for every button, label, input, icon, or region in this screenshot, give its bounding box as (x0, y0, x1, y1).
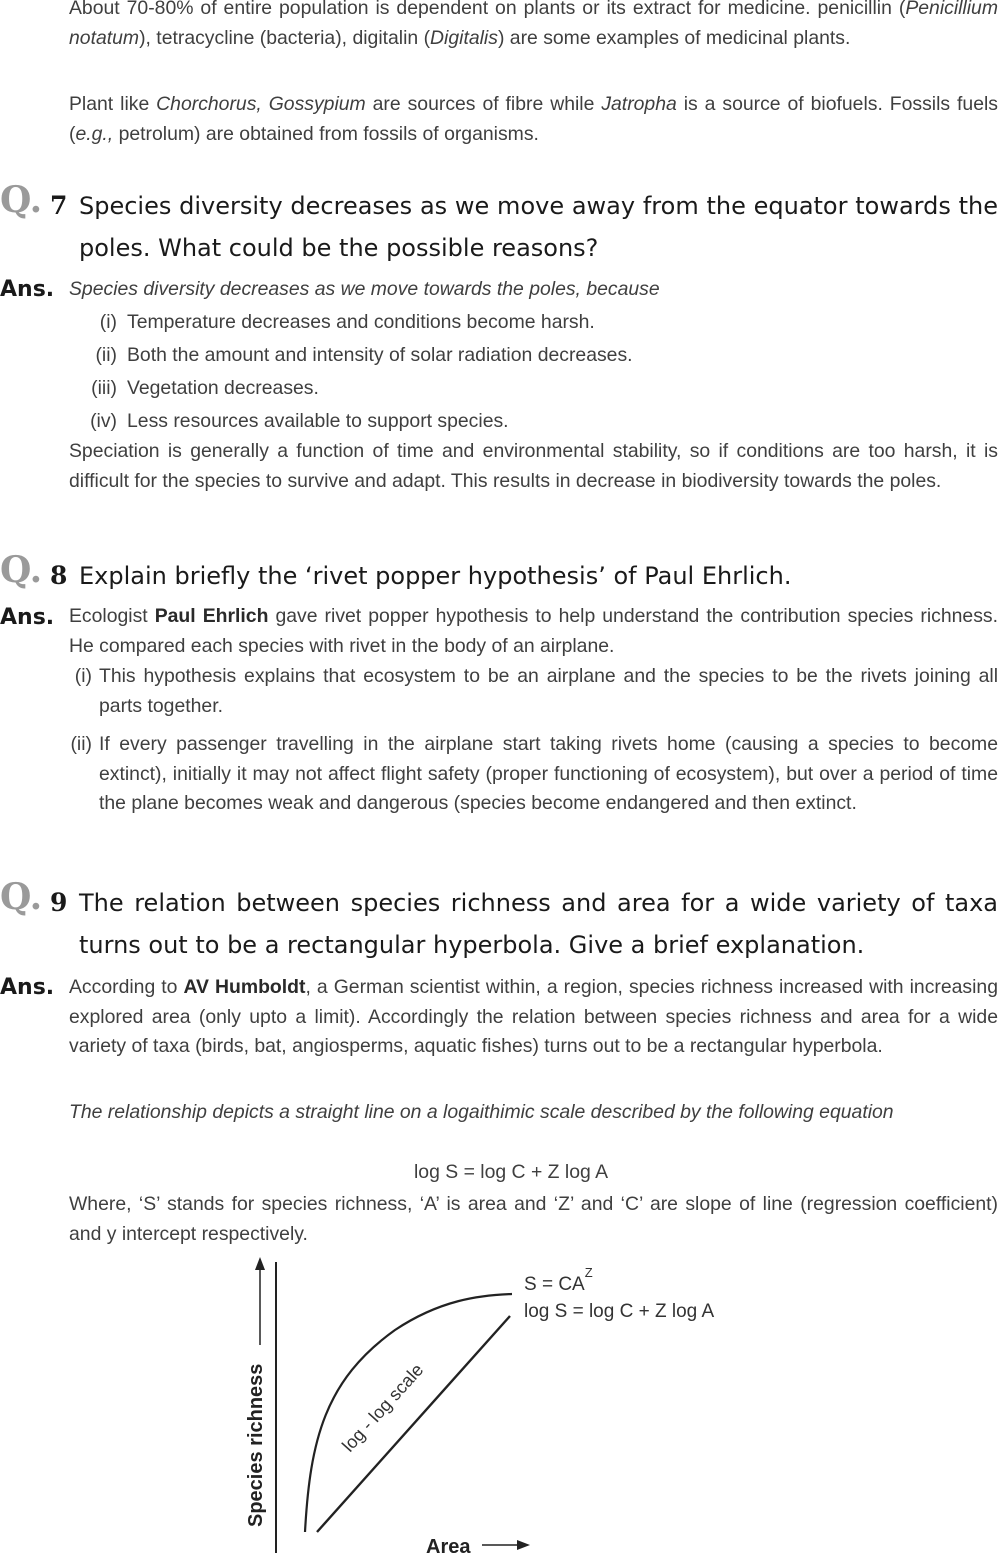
y-axis-arrow-icon (255, 1257, 265, 1270)
line-equation-label: log S = log C + Z log A (524, 1301, 715, 1322)
intro-paragraph-medicine: About 70-80% of entire population is dependent on plants or its extract for medicine. penicillin (Penicillium notatum), tetracycline (bacteria), digitalin (Digitalis) are some examples of medicinal plants. (69, 0, 998, 49)
q8-list-item: (ii) If every passenger travelling in the airplane start taking rivets home (causing a species to become extinct), initially it may not affect flight safety (proper functioning of ecosystem), but over a period of time the plane becomes weak and dangerous (species become endangered and then extinct. (70, 733, 998, 814)
intro-paragraph-fibre: Plant like Chorchorus, Gossypium are sources of fibre while Jatropha is a source of biofuels. Fossils fuels (e.g., petrolum) are obtained from fossils of organisms. (69, 93, 998, 145)
q9-where-paragraph: Where, ‘S’ stands for species richness, ‘A’ is area and ‘Z’ and ‘C’ are slope of line (regression coefficient) and y intercept respectively. (69, 1193, 998, 1245)
q7-closing-paragraph: Speciation is generally a function of time and environmental stability, so if conditions are too harsh, it is difficult for the species to survive and adapt. This results in decrease in biodiversity towards the poles. (69, 440, 998, 492)
question-mark-label: Q. (0, 179, 43, 221)
curve-equation-label: $S = CA^Z$ (524, 1265, 593, 1295)
log-scale-label: log - log scale (338, 1359, 428, 1456)
question-number: 7 (50, 191, 68, 220)
q8-answer-lead: Ecologist Paul Ehrlich gave rivet popper hypothesis to help understand the contribution species richness. He compared each species with rivet in the body of an airplane. (69, 605, 998, 657)
q7-answer-lead: Species diversity decreases as we move towards the poles, because (69, 278, 660, 300)
question-text: The relation between species richness and area for a wide variety of taxa turns out to be a rectangular hyperbola. Give a brief explanation. (79, 889, 998, 959)
y-axis-label: Species richness (245, 1363, 267, 1527)
q7-list-item: (i) Temperature decreases and conditions become harsh. (99, 311, 595, 333)
q9-relationship-paragraph: The relationship depicts a straight line on a logaithimic scale described by the following equation (69, 1101, 894, 1123)
q8-list-item: (i) This hypothesis explains that ecosystem to be an airplane and the species to be the rivets joining all parts together. (74, 665, 998, 717)
q7-list-item: (iv) Less resources available to support species. (90, 410, 509, 432)
q7-list-item: (ii) Both the amount and intensity of solar radiation decreases. (95, 344, 633, 366)
question-number: 8 (50, 561, 68, 590)
question-mark-label: Q. (0, 876, 43, 918)
answer-label: Ans. (0, 277, 55, 302)
q7-list-item: (iii) Vegetation decreases. (91, 377, 319, 399)
q9-answer-paragraph: According to AV Humboldt, a German scientist within, a region, species richness increased with increasing explored area (only upto a limit). Accordingly the relation between species richness and area for a wide variety of taxa (birds, bat, angiosperms, aquatic fishes) turns out to be a rectangular hyperbola. (69, 976, 998, 1057)
hyperbola-curve (305, 1294, 512, 1532)
x-axis-label: Area (426, 1536, 471, 1553)
answer-label: Ans. (0, 605, 55, 630)
question-text: Species diversity decreases as we move away from the equator towards the poles. What could be the possible reasons? (79, 192, 998, 262)
x-axis-arrow-icon (517, 1540, 530, 1550)
answer-label: Ans. (0, 975, 55, 1000)
question-text: Explain briefly the ‘rivet popper hypothesis’ of Paul Ehrlich. (79, 562, 792, 590)
log-equation: log S = log C + Z log A (414, 1161, 609, 1183)
log-log-line (317, 1316, 510, 1532)
question-number: 9 (50, 888, 68, 917)
question-mark-label: Q. (0, 549, 43, 591)
